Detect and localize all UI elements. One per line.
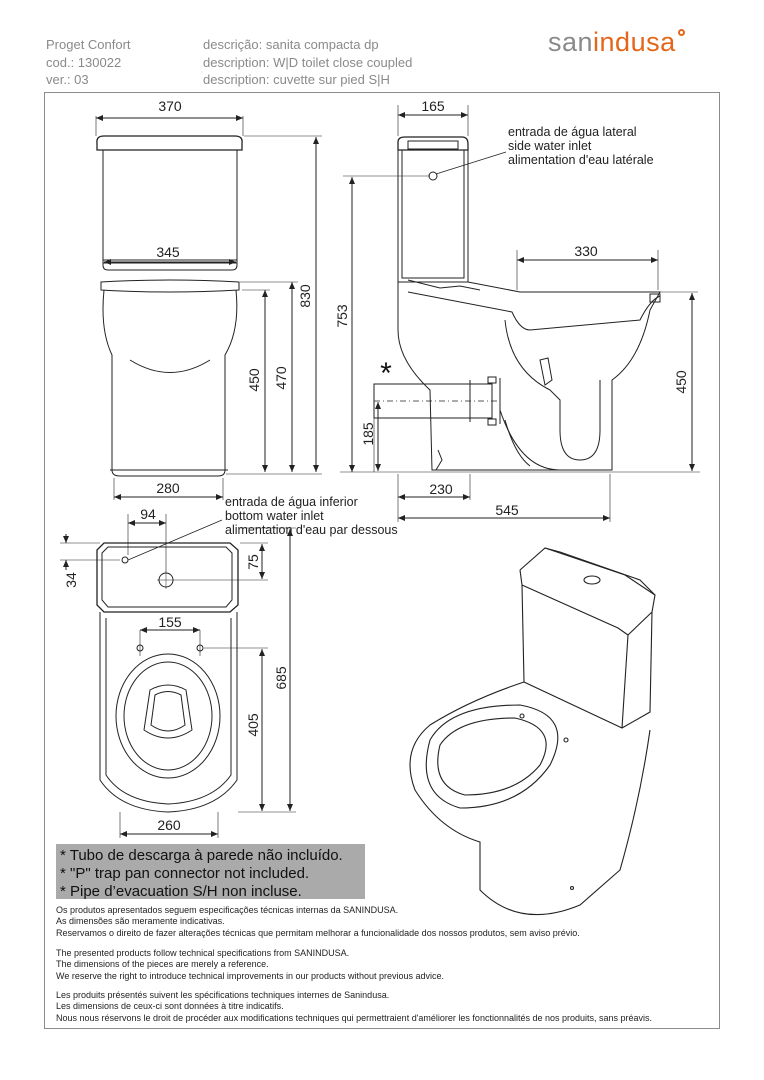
- front-view: [97, 136, 242, 476]
- dim-plan-75: 75: [245, 554, 261, 570]
- side-view: [398, 137, 660, 470]
- dim-side-bowl: 330: [574, 243, 598, 259]
- side-inlet-pt: entrada de água lateral: [508, 125, 637, 139]
- dim-plan-405: 405: [245, 713, 261, 737]
- disclaimer-pt: Os produtos apresentados seguem especificações técnicas internas da SANINDUSA. As dimensões são meramente indicativas. Reservamos o direito de fazer alterações técnicas que permitam melhorar a funcionalidade dos nossos produtos, sem aviso prévio.: [56, 905, 580, 938]
- sanindusa-logo: sanindusa: [548, 27, 685, 58]
- dim-side-top: 165: [421, 98, 445, 114]
- dim-side-h753: 753: [334, 304, 350, 328]
- dim-front-h450: 450: [246, 368, 262, 392]
- perspective-view: [410, 548, 655, 915]
- product-version: ver.: 03: [46, 72, 89, 87]
- bottom-inlet-fr: alimentation d'eau par dessous: [225, 523, 398, 537]
- dim-plan-34: 34: [63, 572, 79, 588]
- dim-plan-685: 685: [273, 666, 289, 690]
- side-inlet-en: side water inlet: [508, 139, 592, 153]
- description-pt: descrição: sanita compacta dp: [203, 37, 379, 52]
- notes-box: [56, 844, 365, 899]
- dim-plan-155: 155: [158, 614, 182, 630]
- dim-side-h185: 185: [360, 422, 376, 446]
- bottom-inlet-en: bottom water inlet: [225, 509, 324, 523]
- dim-front-h830: 830: [297, 284, 313, 308]
- dim-plan-94: 94: [140, 506, 156, 522]
- side-inlet-fr: alimentation d'eau latérale: [508, 153, 654, 167]
- dim-front-width-mid: 345: [156, 244, 180, 260]
- description-fr: description: cuvette sur pied S|H: [203, 72, 390, 87]
- bottom-inlet-pt: entrada de água inferior: [225, 495, 358, 509]
- product-name: Proget Confort: [46, 37, 131, 52]
- note-en: * "P" trap pan connector not included.: [60, 865, 310, 882]
- note-fr: * Pipe d’evacuation S/H non incluse.: [60, 883, 302, 900]
- dim-side-h450: 450: [673, 370, 689, 394]
- disclaimer-en: The presented products follow technical specifications from SANINDUSA. The dimensions of the pieces are merely a reference. We reserve the right to introduce technical improvements in our products without previous advice.: [56, 948, 445, 981]
- dim-plan-260: 260: [157, 817, 181, 833]
- pipe-asterisk: *: [380, 357, 392, 390]
- dim-side-b545: 545: [495, 502, 519, 518]
- note-pt: * Tubo de descarga à parede não incluído.: [60, 847, 343, 864]
- description-en: description: W|D toilet close coupled: [203, 54, 413, 70]
- plan-view: [97, 543, 238, 812]
- dim-front-h470: 470: [273, 366, 289, 390]
- dim-side-b230: 230: [429, 481, 453, 497]
- disclaimer-fr: Les produits présentés suivent les spécifications techniques internes de Sanindusa. Les dimensions de ceux-ci sont données à titre indicatifs. Nous nous réservons le droit de procéder aux modifications techniques qui permettraient d'améliorer les fonctionnalités de nos produits, sans préavis.: [56, 990, 653, 1023]
- dim-front-width-top: 370: [158, 98, 182, 114]
- product-code: cod.: 130022: [46, 54, 122, 70]
- dim-front-base: 280: [156, 480, 180, 496]
